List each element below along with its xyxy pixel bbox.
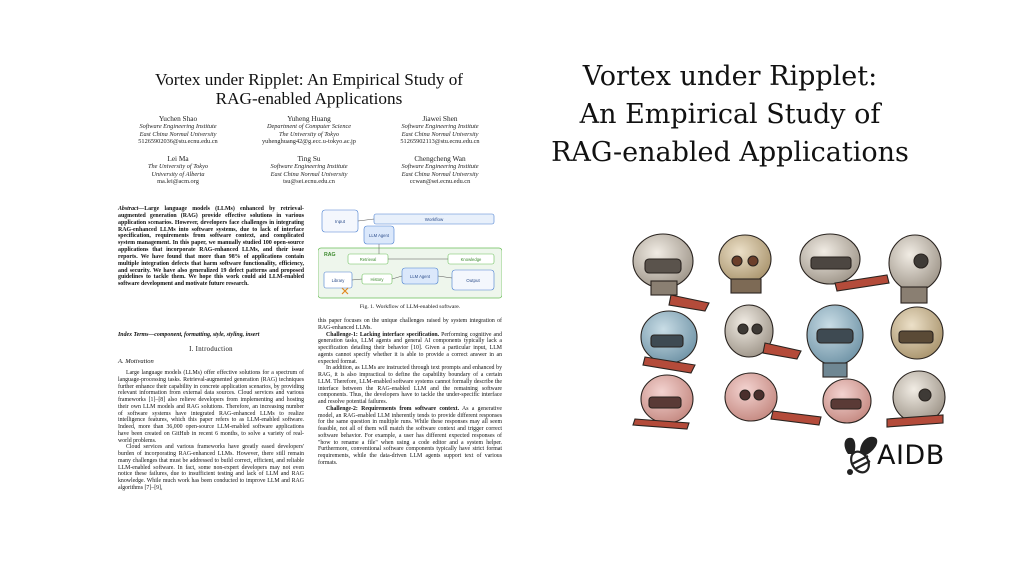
head-icon [847, 469, 853, 475]
robot-thruster [669, 295, 709, 311]
robot-thruster [887, 415, 943, 427]
author-affiliation: The University of Tokyo [147, 163, 209, 170]
llm-agent-label-2: LLM Agent [409, 274, 431, 279]
robot-visor [649, 397, 681, 408]
paper-title [112, 70, 506, 108]
aidb-bee-logo-icon [838, 432, 882, 478]
paper-title-line1: Vortex under Ripplet: An Empirical Study of [154, 70, 464, 89]
headline-line3: RAG-enabled Applications [551, 137, 909, 168]
author-institution: East China Normal University [270, 170, 348, 178]
robot-head-4 [889, 235, 941, 303]
robot-eye [732, 256, 742, 266]
author-name: Jiawei Shen [422, 114, 458, 123]
robot-head-7 [807, 305, 863, 377]
author-name: Ting Su [297, 154, 321, 163]
author-email: ma.lei@acm.org [157, 178, 199, 186]
llm-agent-label: LLM Agent [368, 233, 390, 238]
author-name: Chengcheng Wan [414, 154, 466, 163]
robot-visor [831, 399, 861, 409]
author-email: yuhenghuang42@g.ecc.u-tokyo.ac.jp [262, 138, 356, 146]
author-affiliation: Software Engineering Institute [270, 163, 348, 170]
robot-head-8 [891, 307, 943, 359]
robot-visor [899, 331, 933, 343]
paragraph: In addition, as LLMs are instructed through text prompts and enhanced by RAG, it is also impractical to define the capability boundary of a certain LLM. Therefore, LLM-enabled software systems cannot formally describe the interface between the RAG-enabled LLM and the remaining software components. Thus, the developers have to tackle the under-specific interface and resolve potential failures. [318, 365, 502, 405]
wing-icon [845, 438, 856, 454]
rag-label: RAG [324, 252, 336, 258]
robot-thruster [763, 343, 801, 359]
library-label: Library [331, 278, 345, 283]
paper-page [112, 56, 506, 528]
robot-eye [914, 254, 928, 268]
robot-head-10 [725, 373, 821, 425]
robot-head-5 [641, 311, 697, 373]
robot-visor [645, 259, 681, 273]
left-column [118, 370, 304, 492]
index-terms [118, 332, 304, 339]
brand-name: AIDB [877, 440, 945, 471]
robot-visor [817, 329, 853, 343]
robot-head-2 [719, 235, 771, 293]
robot-head-9 [633, 375, 693, 429]
workflow-diagram [318, 206, 502, 304]
author-name: Yuheng Huang [287, 114, 331, 123]
author-affiliation: Software Engineering Institute [401, 123, 479, 130]
paragraph: this paper focuses on the unique challenges raised by system integration of RAG-enhanced LLMs. [318, 318, 502, 331]
subsection-heading: A. Motivation [118, 358, 154, 365]
robot-head-6 [725, 305, 801, 359]
robot-eye [740, 390, 750, 400]
robot-thruster [633, 419, 689, 429]
headline-line1: Vortex under Ripplet: [582, 61, 878, 92]
robot-visor [651, 335, 683, 347]
author [112, 154, 244, 186]
challenge2-text: As a generative model, an RAG-enabled LLM inherently tends to provide different responses for the same question in multiple runs. While these responses may all seem feasible, not all of them will match the software context and trigger correct software behavior. For example, a user has different expected responses of "how to rename a file" when using a code editor and a system helper. Furthermore, conventional software components typically have strict format requirements, while the data-driven LLM agents support text of various formats. [318, 405, 503, 466]
author-email: ccwan@sei.ecnu.edu.cn [409, 178, 471, 186]
workflow-label: Workflow [424, 217, 444, 222]
author-email: 51265902113@stu.ecnu.edu.cn [400, 138, 480, 146]
author-name: Lei Ma [167, 154, 189, 163]
author-name: Yuchen Shao [158, 114, 198, 123]
index-terms-label: Index Terms [118, 332, 149, 338]
arrow [358, 219, 374, 221]
workflow-figure [318, 206, 502, 304]
author-institution: East China Normal University [401, 170, 479, 178]
robot-head-1 [633, 234, 709, 311]
robot-head-11 [823, 379, 871, 423]
challenge1-text: Performing cognitive and generation tasks, LLM agents and general AI components typically lack a specification detailing their behavior [10]. Given a particular input, LLM agents cannot specify whether it is able to provide a correct answer in an expected format. [318, 331, 502, 365]
robot-head-3 [800, 234, 889, 291]
robot-eye [754, 390, 764, 400]
author-institution: The University of Tokyo [278, 130, 340, 138]
robot-helmet [719, 235, 771, 283]
author [374, 154, 506, 186]
abstract-text: —Large language models (LLMs) enhanced by retrieval-augmented generation (RAG) provide effective solutions in various application scenarios. However, developers face challenges in integrating RAG-enhanced LLMs into software systems, due to lack of interface specification, requirements from software context, and complicated system management. In this paper, we manually studied 100 open-source applications that incorporate RAG-enhanced LLMs, and their issue reports. We have found that more than 98% of applications contain multiple integration defects that harm software functionality, efficiency, and security. We have also generalized 19 defect patterns and proposed guidelines to tackle them. We hope this work could aid LLM-enabled software development and motivate future research. [118, 206, 304, 288]
input-label: Input [334, 219, 346, 224]
author [112, 114, 244, 146]
author-affiliation: Software Engineering Institute [139, 123, 217, 130]
robot-neck [901, 287, 927, 303]
index-terms-text: —component, formatting, style, styling, insert [148, 332, 260, 338]
author-affiliation: Department of Computer Science [266, 123, 352, 130]
right-column [318, 318, 502, 467]
paper-title-line2: RAG-enabled Applications [215, 89, 403, 108]
robot-thruster [771, 411, 821, 425]
robot-eye [748, 256, 758, 266]
robot-neck [823, 363, 847, 377]
robot-eye [738, 324, 748, 334]
retrieval-label: Retrieval [359, 257, 377, 262]
robot-neck [651, 281, 677, 295]
paragraph [318, 406, 502, 467]
robot-jaw [731, 279, 761, 293]
section-heading: I. Introduction [189, 346, 233, 353]
output-label: Output [466, 278, 480, 283]
robot-eye [752, 324, 762, 334]
robot-helmet [725, 373, 777, 421]
history-label: History [370, 277, 384, 282]
headline [520, 58, 940, 172]
author-institution: East China Normal University [401, 130, 479, 138]
author-email: 51265902036@stu.ecnu.edu.cn [138, 138, 218, 146]
challenge2-label: Challenge-2: Requirements from software context. [326, 405, 460, 412]
headline-line2: An Empirical Study of [579, 99, 881, 130]
author [243, 154, 375, 186]
robot-head-12 [887, 371, 945, 427]
author [243, 114, 375, 146]
abstract-label: Abstract [118, 206, 139, 212]
knowledge-label: Knowledge [460, 257, 482, 262]
robot-heads-illustration [625, 225, 955, 430]
paragraph: Cloud services and various frameworks have greatly eased developers' burden of incorporating RAG-enhanced LLMs. However, there still remain many challenges that must be addressed to build correct, efficient, and reliable LLM-enabled software. In fact, some non-expert developers may not even notice these failures, due to insufficient testing and lack of LLM and RAG knowledge. While much work has been conducted to improve LLM and RAG algorithms [7]–[9], [118, 444, 304, 491]
robot-visor [811, 257, 851, 269]
abstract [118, 206, 304, 288]
paragraph: Large language models (LLMs) offer effective solutions for a spectrum of language-processing tasks. Retrieval-augmented generation (RAG) techniques further enhance their capability in concrete application scenarios, by providing relevant information from external data sources. Cloud services and various frameworks [1]–[8] also relieve developers from implementing and hosting their own LLM models and RAG solutions. Therefore, an increasing number of software systems have integrated RAG-enhanced LLMs to realize intelligence features, which this paper refers to as LLM-enabled software. Indeed, more than 36,000 open-source LLM-enabled software applications have been created on GitHub in recent 6 months, to solve a variety of real-world problems. [118, 370, 304, 444]
robot-eye [919, 389, 931, 401]
author [374, 114, 506, 146]
author-institution: University of Alberta [151, 170, 205, 178]
challenge1-label: Challenge-1: Lacking interface specification. [326, 331, 440, 338]
author-email: tsu@sei.ecnu.edu.cn [283, 178, 335, 186]
author-affiliation: Software Engineering Institute [401, 163, 479, 170]
paragraph [318, 332, 502, 366]
figure-caption: Fig. 1. Workflow of LLM-enabled software. [359, 304, 461, 310]
author-institution: East China Normal University [139, 130, 217, 138]
